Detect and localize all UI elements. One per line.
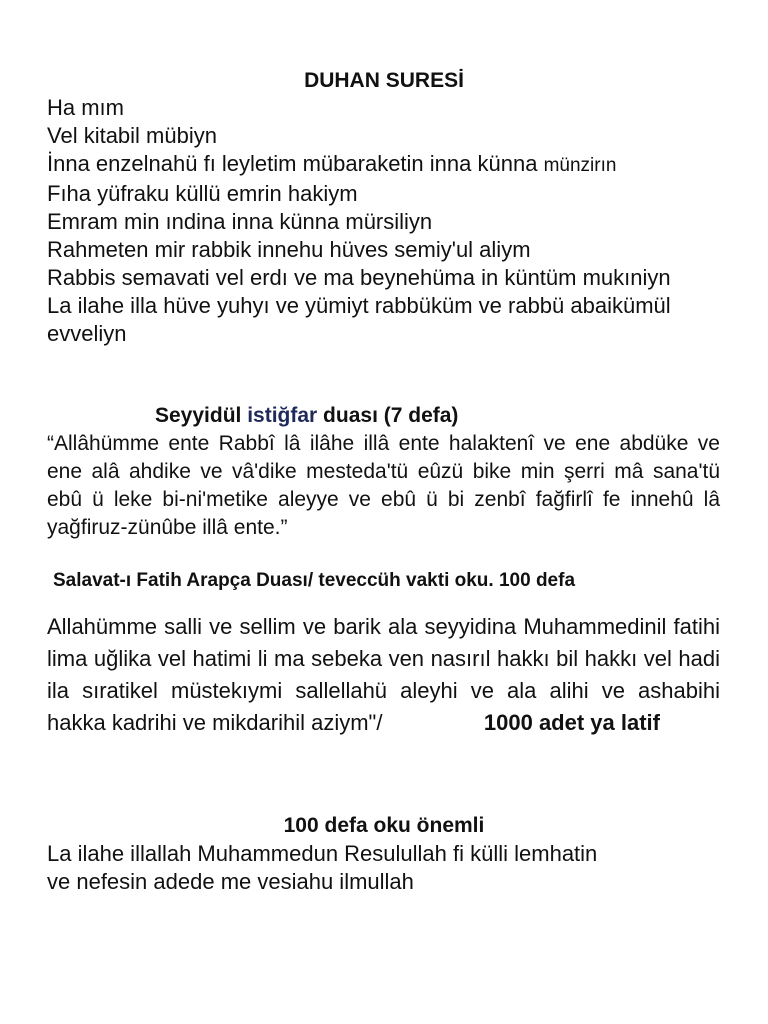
istigfar-title: [155, 402, 458, 430]
istigfar-title-highlight: istiğfar: [247, 404, 318, 427]
istigfar-title-post: duası (7 defa): [317, 404, 459, 427]
tevhid-title: 100 defa oku önemli: [283, 814, 485, 837]
verse-line: Ha mım: [47, 95, 124, 120]
verse-line: Fıha yüfraku küllü emrin hakiym: [47, 181, 358, 206]
salavat-title: Salavat-ı Fatih Arapça Duası/ teveccüh vakti oku. 100 defa: [53, 570, 576, 591]
verse-line: La ilahe illa hüve yuhyı ve yümiyt rabbüküm ve rabbü abaikümül evveliyn: [47, 293, 671, 346]
salavat-prayer: Allahümme salli ve sellim ve barik ala seyyidina Muhammedinil fatihi lima uğlika vel hatimi li ma sebeka ven nasırıl hakkı bil hakkı vel hadi ila sıratikel müstekıymi sallellahü aleyhi ve ala alihi ve ashabihi hakka kadrihi ve mikdarihil aziym"/: [47, 614, 720, 735]
duhan-verses: [47, 94, 727, 348]
salavat-text: [47, 611, 720, 739]
salavat-count: 1000 adet ya latif: [483, 710, 660, 735]
istigfar-text: “Allâhümme ente Rabbî lâ ilâhe illâ ente halaktenî ve ene abdüke ve ene alâ ahdike ve vâ'dike mesteda'tü eûzü bike min şerri mâ sana'tü ebû ü leke bi-ni'metike aleyye ve ebû ü bi zenbî fağfirlî fe innehû lâ yağfiruz-zünûbe illâ ente.”: [47, 432, 720, 539]
verse-line: Emram min ındina inna künna mürsiliyn: [47, 209, 433, 234]
verse-line: Rabbis semavati vel erdı ve ma beynehüma in küntüm mukıniyn: [47, 265, 671, 290]
duhan-title: DUHAN SURESİ: [304, 69, 464, 92]
verse-line: Rahmeten mir rabbik innehu hüves semiy'ul aliym: [47, 237, 531, 262]
verse-line: [47, 150, 727, 180]
verse-text: İnna enzelnahü fı leyletim mübaraketin inna künna: [47, 151, 538, 176]
verse-line: Vel kitabil mübiyn: [47, 123, 217, 148]
verse-text-small: münzirın: [543, 155, 617, 176]
istigfar-title-pre: Seyyidül: [155, 404, 248, 427]
tevhid-line: La ilahe illallah Muhammedun Resulullah fi külli lemhatin: [47, 841, 598, 866]
tevhid-line: ve nefesin adede me vesiahu ilmullah: [47, 869, 414, 894]
tevhid-lines: [47, 840, 727, 896]
